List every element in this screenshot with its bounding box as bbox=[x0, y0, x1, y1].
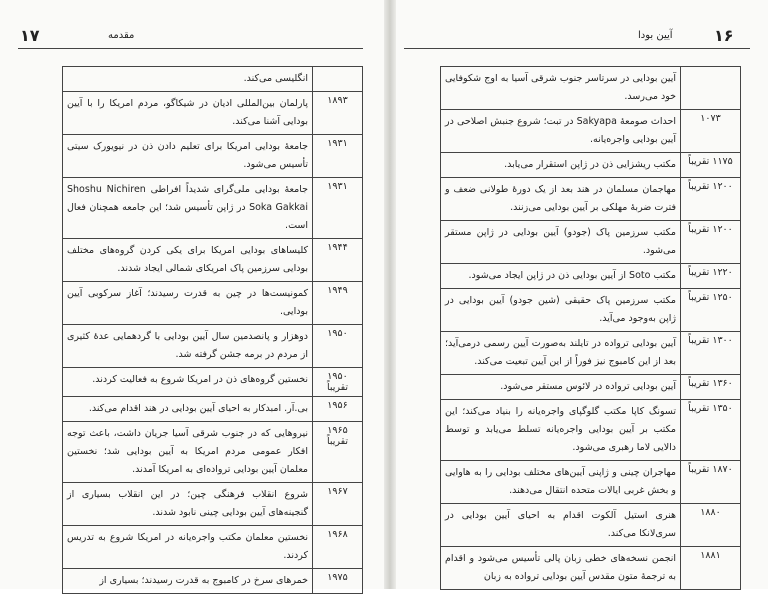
table-row bbox=[63, 569, 363, 594]
event-cell: جامعهٔ بودایی ملی‌گرای شدیداً افراطی Shoshu Nichiren Soka Gakkai در ژاپن تأسیس شد؛ این جامعه همچنان فعال است. bbox=[63, 178, 313, 239]
event-cell: شروع انقلاب فرهنگی چین؛ در این انقلاب بسیاری از گنجینه‌های آیین بودایی چینی نابود شدند. bbox=[63, 483, 313, 526]
year-cell: ۱۸۷۰ تقریباً bbox=[681, 461, 741, 504]
event-cell: آیین بودایی ترواده در لائوس مستقر می‌شود. bbox=[441, 375, 681, 400]
table-row bbox=[441, 110, 741, 153]
year-cell: ۱۹۴۹ bbox=[313, 282, 363, 325]
table-row bbox=[63, 325, 363, 368]
table-row bbox=[63, 397, 363, 422]
year-cell: ۱۹۷۵ bbox=[313, 569, 363, 594]
event-cell: دوهزار و پانصدمین سال آیین بودایی با گردهمایی عدهٔ کثیری از مردم در برمه جشن گرفته شد. bbox=[63, 325, 313, 368]
event-cell: نیروهایی که در جنوب شرقی آسیا جریان داشت، باعث توجه افکار عمومی مردم امریکا به آیین بودایی شد؛ نخستین معلمان آیین بودایی ترواده‌ای به امریکا آمدند. bbox=[63, 422, 313, 483]
event-cell: آیین بودایی ترواده در تایلند به‌صورت آیین رسمی درمی‌آید؛ بعد از این کامبوج نیز فوراً از این آیین تبعیت می‌کند. bbox=[441, 332, 681, 375]
year-cell: ۱۹۳۱ bbox=[313, 178, 363, 239]
left-page bbox=[0, 0, 384, 589]
table-row bbox=[63, 368, 363, 397]
table-row bbox=[63, 239, 363, 282]
event-cell: پارلمان بین‌المللی ادیان در شیکاگو، مردم امریکا را با آیین بودایی آشنا می‌کند. bbox=[63, 92, 313, 135]
year-cell: ۱۲۰۰ تقریباً bbox=[681, 221, 741, 264]
event-cell: آیین بودایی در سرتاسر جنوب شرقی آسیا به اوج شکوفایی خود می‌رسد. bbox=[441, 67, 681, 110]
year-cell: ۱۹۶۵ تقریباً bbox=[313, 422, 363, 483]
year-cell: ۱۳۶۰ تقریباً bbox=[681, 375, 741, 400]
event-cell: مکتب ریشزایی ذن در ژاپن استقرار می‌یابد. bbox=[441, 153, 681, 178]
chronology-table bbox=[440, 66, 741, 590]
table-row bbox=[63, 67, 363, 92]
event-cell: نخستین معلمان مکتب واجره‌یانه در امریکا شروع به تدریس کردند. bbox=[63, 526, 313, 569]
event-cell: مکتب سرزمین پاک (جودو) آیین بودایی در ژاپن مستقر می‌شود. bbox=[441, 221, 681, 264]
table-row bbox=[441, 504, 741, 547]
event-cell: مهاجمان مسلمان در هند بعد از یک دورهٔ طولانی ضعف و فترت ضربهٔ مهلکی بر آیین بودایی می‌زنند. bbox=[441, 178, 681, 221]
header-rule bbox=[18, 48, 363, 49]
event-cell: احداث صومعهٔ Sakyapa در تبت؛ شروع جنبش اصلاحی در آیین بودایی واجره‌یانه. bbox=[441, 110, 681, 153]
year-cell: ۱۹۵۰ bbox=[313, 325, 363, 368]
table-row bbox=[441, 461, 741, 504]
table-row bbox=[441, 178, 741, 221]
table-row bbox=[63, 526, 363, 569]
year-cell: ۱۲۲۰ تقریباً bbox=[681, 264, 741, 289]
table-row bbox=[441, 289, 741, 332]
table-row bbox=[441, 547, 741, 590]
year-cell: ۱۹۴۴ bbox=[313, 239, 363, 282]
year-cell: ۱۹۳۱ bbox=[313, 135, 363, 178]
event-cell: کلیساهای بودایی امریکا برای یکی کردن گروه‌های مختلف بودایی سرزمین پاک امریکای شمالی ایجاد شدند. bbox=[63, 239, 313, 282]
event-cell: انجمن نسخه‌های خطی زبان پالی تأسیس می‌شود و اقدام به ترجمهٔ متون مقدس آیین بودایی ترواده به زبان bbox=[441, 547, 681, 590]
table-row bbox=[63, 483, 363, 526]
table-row bbox=[441, 67, 741, 110]
year-cell: ۱۸۸۱ bbox=[681, 547, 741, 590]
event-cell: کمونیست‌ها در چین به قدرت رسیدند؛ آغاز سرکوبی آیین بودایی. bbox=[63, 282, 313, 325]
table-row bbox=[63, 135, 363, 178]
event-cell: مکتب Soto از آیین بودایی ذن در ژاپن ایجاد می‌شود. bbox=[441, 264, 681, 289]
table-row bbox=[441, 332, 741, 375]
right-page bbox=[396, 0, 768, 589]
year-cell: ۱۹۶۸ bbox=[313, 526, 363, 569]
event-cell: نخستین گروه‌های ذن در امریکا شروع به فعالیت کردند. bbox=[63, 368, 313, 397]
year-cell: ۱۹۵۰ تقریباً bbox=[313, 368, 363, 397]
running-header: آیین بودا bbox=[638, 30, 673, 41]
event-cell: تسونگ کاپا مکتب گلوگپای واجره‌یانه را بنیاد می‌کند؛ این مکتب بر آیین بودایی واجره‌یانه تسلط می‌یابد و توسط دالایی لاما رهبری می‌شود. bbox=[441, 400, 681, 461]
page-number: ۱۶ bbox=[714, 26, 734, 45]
year-cell: ۱۱۷۵ تقریباً bbox=[681, 153, 741, 178]
table-row bbox=[441, 153, 741, 178]
year-cell: ۱۰۷۳ bbox=[681, 110, 741, 153]
year-cell: ۱۸۸۰ bbox=[681, 504, 741, 547]
event-cell: بی.آر. امبدکار به احیای آیین بودایی در هند اقدام می‌کند. bbox=[63, 397, 313, 422]
event-cell: هنری استیل آلکوت اقدام به احیای آیین بودایی در سری‌لانکا می‌کند. bbox=[441, 504, 681, 547]
year-cell bbox=[681, 67, 741, 110]
year-cell bbox=[313, 67, 363, 92]
table-row bbox=[63, 92, 363, 135]
header-rule bbox=[404, 48, 750, 49]
running-header: مقدمه bbox=[108, 30, 135, 41]
table-row bbox=[63, 178, 363, 239]
table-row bbox=[441, 375, 741, 400]
year-cell: ۱۳۰۰ تقریباً bbox=[681, 332, 741, 375]
table-row bbox=[63, 422, 363, 483]
year-cell: ۱۲۰۰ تقریباً bbox=[681, 178, 741, 221]
year-cell: ۱۳۵۰ تقریباً bbox=[681, 400, 741, 461]
book-gutter bbox=[384, 0, 396, 589]
event-cell: انگلیسی می‌کند. bbox=[63, 67, 313, 92]
event-cell: خمرهای سرخ در کامبوج به قدرت رسیدند؛ بسیاری از bbox=[63, 569, 313, 594]
event-cell: جامعهٔ بودایی امریکا برای تعلیم دادن ذن در نیویورک سیتی تأسیس می‌شود. bbox=[63, 135, 313, 178]
page-number: ۱۷ bbox=[20, 26, 40, 45]
table-row bbox=[441, 400, 741, 461]
table-row bbox=[441, 264, 741, 289]
year-cell: ۱۹۶۷ bbox=[313, 483, 363, 526]
year-cell: ۱۹۵۶ bbox=[313, 397, 363, 422]
event-cell: مکتب سرزمین پاک حقیقی (شین جودو) آیین بودایی در ژاپن به‌وجود می‌آید. bbox=[441, 289, 681, 332]
chronology-table bbox=[62, 66, 363, 594]
year-cell: ۱۸۹۳ bbox=[313, 92, 363, 135]
table-row bbox=[441, 221, 741, 264]
table-row bbox=[63, 282, 363, 325]
year-cell: ۱۲۵۰ تقریباً bbox=[681, 289, 741, 332]
event-cell: مهاجران چینی و ژاپنی آیین‌های مختلف بودایی را به هاوایی و بخش غربی ایالات متحده انتقال می‌دهند. bbox=[441, 461, 681, 504]
